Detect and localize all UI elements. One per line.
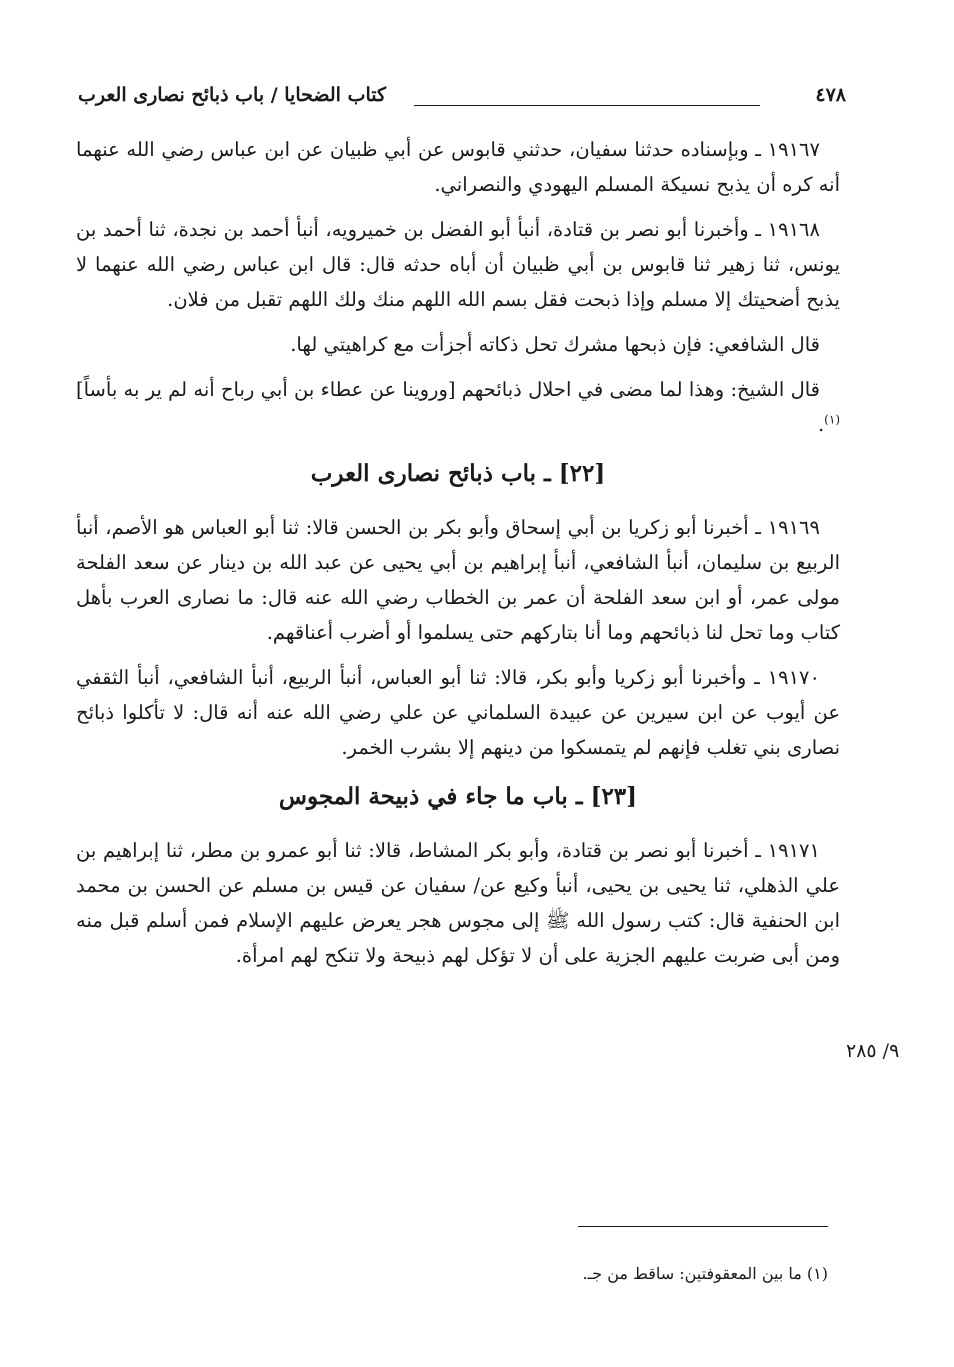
shaykh-end: . — [817, 413, 825, 436]
header-rule — [414, 105, 760, 106]
footnote: (١) ما بين المعقوفتين: ساقط من جـ. — [582, 1264, 828, 1283]
hadith-19168: ١٩١٦٨ ـ وأخبرنا أبو نصر بن قتادة، أنبأ أبو الفضل بن خميرويه، أنبأ أحمد بن نجدة، ثنا أحمد بن يونس، ثنا زهير ثنا قابوس بن أبي ظبيان أن أباه حدثه قال: قال ابن عباس رضي الله عنهما لا يذبح أضحيتك إلا مسلم وإذا ذبحت فقل بسم الله اللهم منك ولك اللهم تقبل من فلان. — [76, 218, 840, 311]
hadith-19171: ١٩١٧١ ـ أخبرنا أبو نصر بن قتادة، وأبو بكر المشاط، قالا: ثنا أبو عمرو بن مطر، ثنا إبراهيم بن علي الذهلي، ثنا يحيى بن يحيى، أنبأ وكيع عن/ سفيان عن قيس بن مسلم عن الحسن بن محمد ابن الحنفية قال: كتب رسول الله ﷺ إلى مجوس هجر يعرض عليهم الإسلام فمن أسلم قبل منه ومن أبى ضربت عليهم الجزية على أن لا تؤكل لهم ذبيحة ولا تنكح لهم امرأة. — [76, 839, 840, 967]
page-body — [76, 132, 840, 983]
margin-reference: ٩/ ٢٨٥ — [846, 1040, 900, 1062]
footnote-ref: (١) — [824, 412, 840, 427]
shaykh-text: قال الشيخ: وهذا لما مضى في احلال ذبائحهم [وروينا عن عطاء بن أبي رباح أنه لم ير به بأساً] — [76, 378, 820, 401]
running-header — [78, 84, 846, 114]
hadith-19167: ١٩١٦٧ ـ وبإسناده حدثنا سفيان، حدثني قابوس عن أبي ظبيان عن ابن عباس رضي الله عنهما أنه كره أن يذبح نسيكة المسلم اليهودي والنصراني. — [76, 138, 840, 196]
shafii-statement: قال الشافعي: فإن ذبحها مشرك تحل ذكاته أجزأت مع كراهيتي لها. — [290, 333, 820, 356]
footnote-rule — [578, 1226, 828, 1227]
shaykh-statement — [76, 372, 840, 442]
hadith-19170: ١٩١٧٠ ـ وأخبرنا أبو زكريا وأبو بكر، قالا: ثنا أبو العباس، أنبأ الربيع، أنبأ الشافعي، أنبأ الثقفي عن أيوب عن ابن سيرين عن عبيدة السلماني عن علي رضي الله عنه أنه قال: لا تأكلوا ذبائح نصارى بني تغلب فإنهم لم يتمسكوا من دينهم إلا بشرب الخمر. — [76, 666, 840, 759]
page-number: ٤٧٨ — [815, 84, 846, 106]
hadith-19169: ١٩١٦٩ ـ أخبرنا أبو زكريا بن أبي إسحاق وأبو بكر بن الحسن قالا: ثنا أبو العباس هو الأصم، أنبأ الربيع بن سليمان، أنبأ الشافعي، أنبأ إبراهيم بن أبي يحيى عن عبد الله بن دينار عن سعد الفلحة مولى عمر، أو ابن سعد الفلحة أن عمر بن الخطاب رضي الله عنه قال: ما نصارى العرب بأهل كتاب وما تحل لنا ذبائحهم وما أنا بتاركهم حتى يسلموا أو أضرب أعناقهم. — [76, 516, 840, 644]
chapter-heading-22: [٢٢] ـ باب ذبائح نصارى العرب — [310, 460, 606, 487]
header-title: كتاب الضحايا / باب ذبائح نصارى العرب — [78, 84, 387, 106]
chapter-heading-23: [٢٣] ـ باب ما جاء في ذبيحة المجوس — [278, 783, 638, 810]
